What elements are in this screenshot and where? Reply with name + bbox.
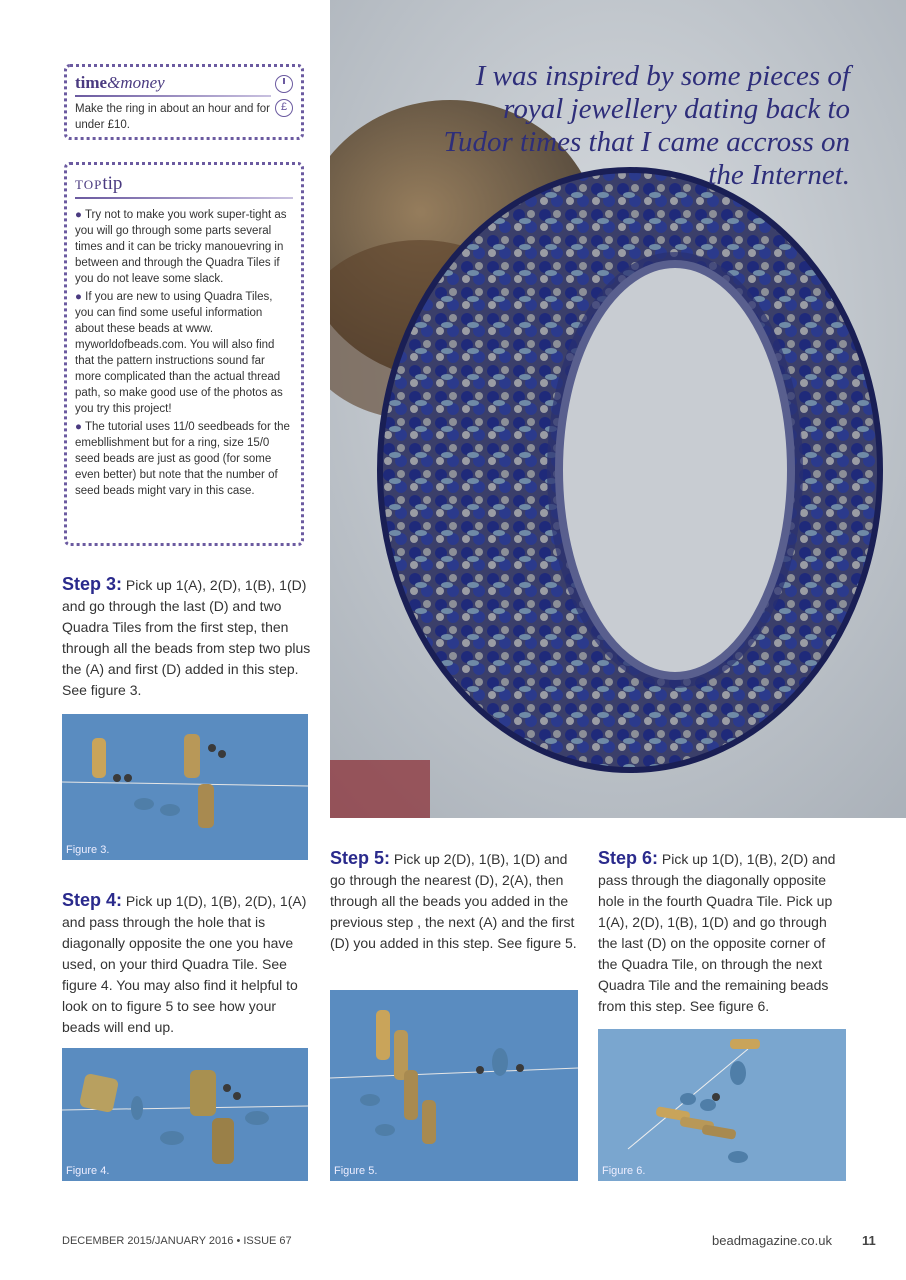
figure-6-photo [598, 1029, 846, 1181]
page-number: 11 [862, 1233, 876, 1248]
pound-icon: £ [275, 99, 293, 117]
hero-quote: I was inspired by some pieces of royal jewellery dating back to Tudor times that I came accross on the Internet. [443, 60, 850, 191]
tip-bullet-1: ● Try not to make you work super-tight as you will go through some parts several times and it can be tricky manouevring in between and through the Quadra Tiles if you do not leave some slack. [75, 209, 287, 285]
figure-4-caption: Figure 4. [66, 1165, 110, 1177]
time-money-box [64, 64, 304, 140]
step-5: Step 5: Pick up 2(D), 1(B), 1(D) and go through the nearest (D), 2(A), then through all the beads you added in the previous step , the next (A) and the first (D) you added in this step. See figure 5. [330, 848, 577, 951]
time-money-text: Make the ring in about an hour and for under £10. [75, 103, 270, 131]
top-tip-box [64, 162, 304, 546]
step-3: Step 3: Pick up 1(A), 2(D), 1(B), 1(D) and go through the last (D) and two Quadra Tiles from the first step, then through all the beads from step two plus the (A) and first (D) added in this step. See figure 3. [62, 574, 311, 698]
figure-5-photo [330, 990, 578, 1181]
figure-6-caption: Figure 6. [602, 1165, 646, 1177]
step-6: Step 6: Pick up 1(D), 1(B), 2(D) and pass through the diagonally opposite hole in the fourth Quadra Tile. Pick up 1(A), 2(D), 1(B), 1(D) and go through the last (D) on the opposite corner of the Quadra Tile, on through the next Quadra Tile and the remaining beads from this step. See figure 6. [598, 848, 836, 1014]
tip-bullet-3: ● The tutorial uses 11/0 seedbeads for the emebllishment but for a ring, size 15/0 seed beads are just as good (for some even better) but note that the number of seed beads might vary in this case. [75, 421, 290, 497]
figure-5-caption: Figure 5. [334, 1165, 378, 1177]
tip-bullet-2: ● If you are new to using Quadra Tiles, you can find some useful information about these beads at www. myworldofbeads.com. You will also find that the pattern instructions sound far more complicated than the actual thread path, so make good use of the photos as you try this project! [75, 291, 283, 415]
figure-3-caption: Figure 3. [66, 844, 110, 856]
time-money-title: time&money [75, 73, 165, 92]
figure-4-photo [62, 1048, 308, 1181]
step-4: Step 4: Pick up 1(D), 1(B), 2(D), 1(A) and pass through the hole that is diagonally opposite the one you have used, on your third Quadra Tile. See figure 4. You may also find it helpful to look on to figure 5 to see how your beads will end up. [62, 890, 307, 1035]
footer-site: beadmagazine.co.uk [712, 1233, 832, 1248]
clock-icon [275, 75, 293, 93]
figure-3-photo [62, 714, 308, 860]
footer-issue: DECEMBER 2015/JANUARY 2016 • ISSUE 67 [62, 1235, 292, 1247]
top-tip-title: TOPtip [75, 173, 123, 194]
